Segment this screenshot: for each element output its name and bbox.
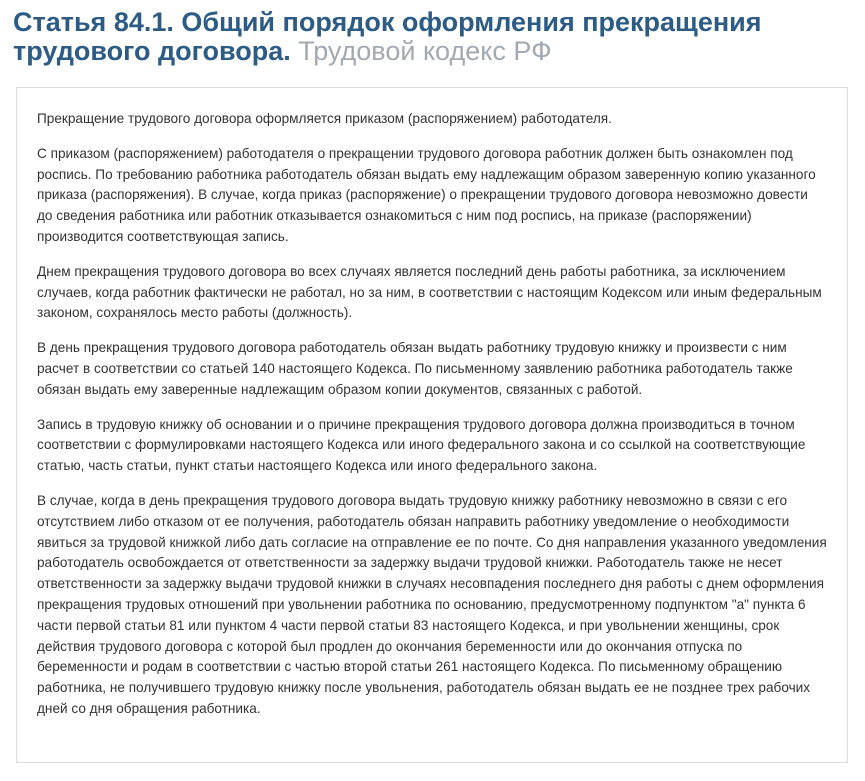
article-paragraph: Прекращение трудового договора оформляется приказом (распоряжением) работодателя. (37, 111, 612, 126)
article-paragraph: В день прекращения трудового договора работодатель обязан выдать работнику трудовую книжку и произвести с ним расчет в соответствии со статьей 140 настоящего Кодекса. По письменному заявлению работника работодатель также обязан выдать ему заверенные надлежащим образом копии документов, связанных с работой. (37, 340, 793, 397)
article-paragraph: Запись в трудовую книжку об основании и о причине прекращения трудового договора должна производиться в точном соответствии с формулировками настоящего Кодекса или иного федерального закона и со ссылкой на соответствующие статью, часть статьи, пункт статьи настоящего Кодекса или иного федерального закона. (37, 416, 806, 474)
article-body (16, 87, 848, 763)
article-paragraph: С приказом (распоряжением) работодателя о прекращении трудового договора работник должен быть ознакомлен под роспись. По требованию работника работодатель обязан выдать ему надлежащим образом заверенную копию указанного приказа (распоряжения). В случае, когда приказ (распоряжение) о прекращении трудового договора невозможно довести до сведения работника или работник отказывается ознакомиться с ним под роспись, на приказе (распоряжении) производится соответствующая запись. (37, 145, 816, 244)
page-title (13, 8, 853, 66)
article-subtitle: Трудовой кодекс РФ (298, 36, 552, 66)
article-paragraph: Днем прекращения трудового договора во всех случаях является последний день работы работника, за исключением случаев, когда работник фактически не работал, но за ним, в соответствии с настоящим Кодексом или иным федеральным законом, сохранялось место работы (должность). (37, 263, 822, 321)
article-title: Статья 84.1. Общий порядок оформления прекращения трудового договора. (13, 7, 762, 66)
article-paragraph: В случае, когда в день прекращения трудового договора выдать трудовую книжку работнику невозможно в связи с его отсутствием либо отказом от ее получения, работодатель обязан направить работнику уведомление о необходимости явиться за трудовой книжкой либо дать согласие на отправление ее по почте. Со дня направления указанного уведомления работодатель освобождается от ответственности за задержку выдачи трудовой книжки. Работодатель также не несет ответственности за задержку выдачи трудовой книжки в случаях несовпадения последнего дня работы с днем оформления прекращения трудовых отношений при увольнении работника по основанию, предусмотренному подпунктом "а" пункта 6 части первой статьи 81 или пунктом 4 части первой статьи 83 настоящего Кодекса, и при увольнении женщины, срок действия трудового договора с которой был продлен до окончания беременности или до окончания отпуска по беременности и родам в соответствии с частью второй статьи 261 настоящего Кодекса. По письменному обращению работника, не получившего трудовую книжку после увольнения, работодатель обязан выдать ее не позднее трех рабочих дней со дня обращения работника. (37, 492, 827, 716)
